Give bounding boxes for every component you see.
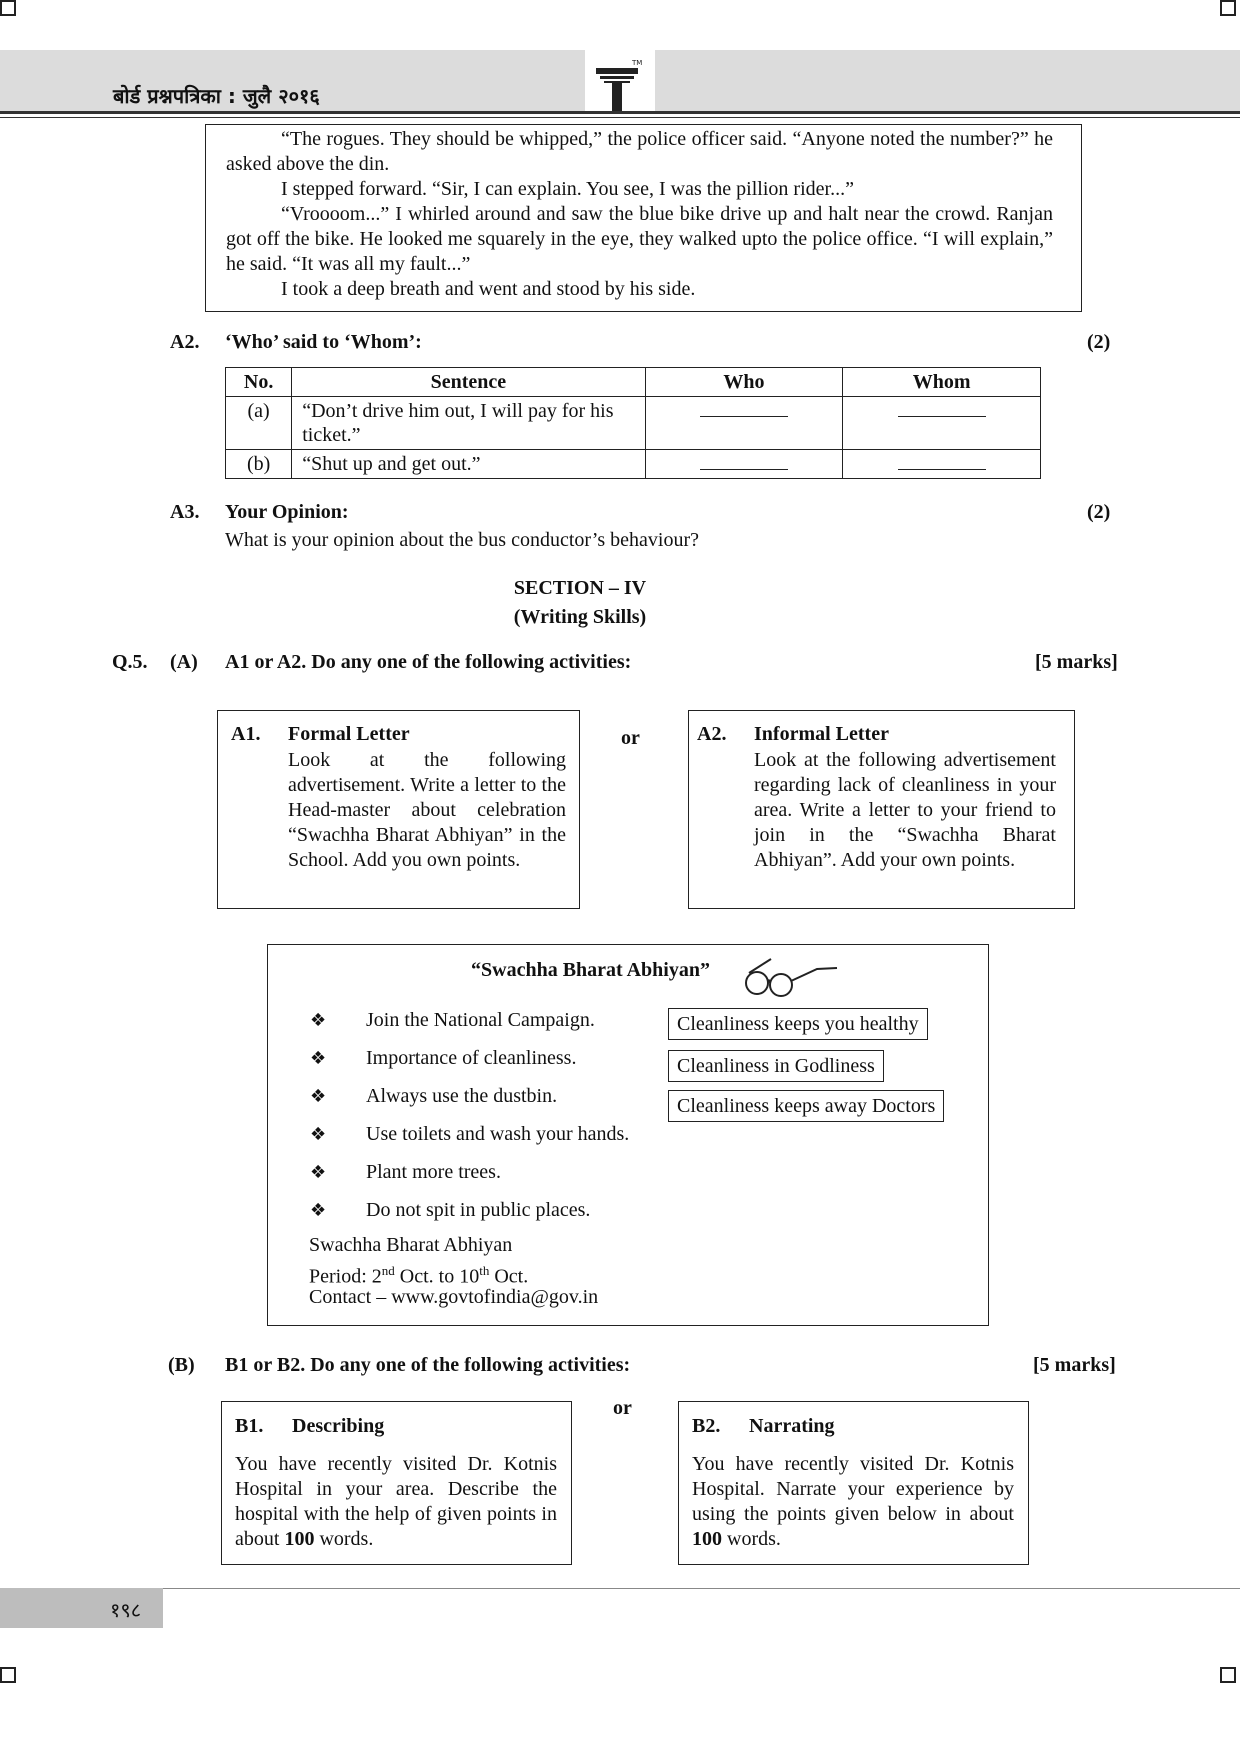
- list-item: ❖ Join the National Campaign.: [310, 1009, 595, 1031]
- q5-part: (A): [170, 651, 198, 673]
- a3-question: What is your opinion about the bus conductor’s behaviour?: [225, 529, 699, 551]
- row-no: (a): [226, 397, 292, 450]
- or-separator: or: [621, 727, 640, 749]
- describing-box: [221, 1401, 572, 1565]
- a1-title: Formal Letter: [288, 723, 410, 745]
- whom-blank: [843, 450, 1041, 479]
- bullet-icon: ❖: [310, 1010, 327, 1031]
- q5-instruction: A1 or A2. Do any one of the following activities:: [225, 651, 632, 673]
- list-item: ❖ Use toilets and wash your hands.: [310, 1123, 630, 1145]
- passage-paragraph: I stepped forward. “Sir, I can explain. You see, I was the pillion rider...”: [281, 178, 854, 200]
- advert-contact: Contact – www.govtofindia@gov.in: [309, 1286, 599, 1308]
- crop-mark-top-right: [1220, 0, 1236, 16]
- list-item: ❖ Always use the dustbin.: [310, 1085, 558, 1107]
- who-whom-table: [225, 367, 1041, 479]
- passage-paragraph: “The rogues. They should be whipped,” the police officer said. “Anyone noted the number?” he asked above the din.: [226, 128, 1053, 175]
- a2-marks: (2): [1087, 331, 1111, 353]
- a1-body: Look at the following advertisement. Write a letter to the Head-master about celebration “Swachha Bharat Abhiyan” in the School. Add you own points.: [288, 749, 566, 871]
- logo-tm: TM: [632, 59, 643, 67]
- or-separator: or: [613, 1397, 632, 1419]
- section-subtitle: (Writing Skills): [513, 606, 647, 628]
- bullet-icon: ❖: [310, 1200, 327, 1221]
- a2box-number: A2.: [697, 723, 727, 745]
- row-sentence: “Don’t drive him out, I will pay for his ticket.”: [292, 397, 645, 450]
- b-instruction: B1 or B2. Do any one of the following activities:: [225, 1354, 631, 1376]
- publisher-logo-icon: [592, 56, 648, 118]
- list-item: ❖ Importance of cleanliness.: [310, 1047, 577, 1069]
- passage-paragraph: “Vroooom...” I whirled around and saw the blue bike drive up and halt near the crowd. Ranjan got off the bike. He looked me squarely in the eye, they walked upto the police office. “I will explain,” he said. “It was all my fault...”: [226, 203, 1053, 275]
- b1-number: B1.: [235, 1415, 264, 1437]
- a3-marks: (2): [1087, 501, 1111, 523]
- a3-number: A3.: [170, 501, 200, 523]
- passage-box: [205, 124, 1082, 312]
- b2-body: You have recently visited Dr. Kotnis Hospital. Narrate your experience by using the points given below in about 100 words.: [692, 1453, 1014, 1550]
- crop-mark-bottom-right: [1220, 1667, 1236, 1683]
- passage-paragraph: I took a deep breath and went and stood by his side.: [281, 278, 696, 300]
- advert-bullet-list: [310, 1008, 629, 1236]
- slogan-box: Cleanliness keeps you healthy: [668, 1008, 928, 1040]
- b1-body: You have recently visited Dr. Kotnis Hospital in your area. Describe the hospital with the help of given points in about 100 words.: [235, 1453, 557, 1550]
- header-title: बोर्ड प्रश्नपत्रिका : जुलै २०१६: [113, 84, 320, 108]
- table-row: [226, 397, 1041, 450]
- table-row: [226, 450, 1041, 479]
- bullet-icon: ❖: [310, 1048, 327, 1069]
- advert-period: Period: 2nd Oct. to 10th Oct.: [309, 1263, 529, 1288]
- page-number: १९८: [110, 1598, 142, 1622]
- slogan-box: Cleanliness keeps away Doctors: [668, 1090, 944, 1122]
- formal-letter-box: [217, 710, 580, 909]
- spectacles-icon: [741, 951, 843, 1003]
- who-blank: [645, 397, 843, 450]
- a2box-body: Look at the following advertisement regarding lack of cleanliness in your area. Write a letter to your friend to join in the “Swachha Bharat Abhiyan”. Add your own points.: [754, 749, 1056, 871]
- b2-number: B2.: [692, 1415, 721, 1437]
- advert-footer-name: Swachha Bharat Abhiyan: [309, 1234, 513, 1256]
- list-item: ❖ Plant more trees.: [310, 1161, 501, 1183]
- advert-title: “Swachha Bharat Abhiyan”: [471, 959, 710, 981]
- b2-title: Narrating: [749, 1415, 835, 1437]
- footer-rule: [163, 1588, 1240, 1589]
- section-title: SECTION – IV: [513, 577, 647, 599]
- col-header-whom: Whom: [843, 368, 1041, 397]
- col-header-who: Who: [645, 368, 843, 397]
- col-header-sentence: Sentence: [292, 368, 645, 397]
- q5-number: Q.5.: [112, 651, 148, 673]
- bullet-icon: ❖: [310, 1162, 327, 1183]
- b1-title: Describing: [292, 1415, 385, 1437]
- a2box-title: Informal Letter: [754, 723, 889, 745]
- narrating-box: [678, 1401, 1029, 1565]
- list-item: ❖ Do not spit in public places.: [310, 1199, 591, 1221]
- col-header-no: No.: [226, 368, 292, 397]
- b-marks: [5 marks]: [1033, 1354, 1116, 1376]
- a1-number: A1.: [231, 723, 261, 745]
- a2-number: A2.: [170, 331, 200, 353]
- advertisement-box: [267, 944, 989, 1326]
- bullet-icon: ❖: [310, 1086, 327, 1107]
- row-sentence: “Shut up and get out.”: [292, 450, 645, 479]
- b-part: (B): [168, 1354, 195, 1376]
- q5-marks: [5 marks]: [1035, 651, 1118, 673]
- who-blank: [645, 450, 843, 479]
- a3-title: Your Opinion:: [225, 501, 349, 523]
- slogan-box: Cleanliness in Godliness: [668, 1050, 884, 1082]
- informal-letter-box: [688, 710, 1075, 909]
- crop-mark-top-left: [0, 0, 16, 16]
- a2-title: ‘Who’ said to ‘Whom’:: [225, 331, 422, 353]
- bullet-icon: ❖: [310, 1124, 327, 1145]
- crop-mark-bottom-left: [0, 1667, 16, 1683]
- row-no: (b): [226, 450, 292, 479]
- whom-blank: [843, 397, 1041, 450]
